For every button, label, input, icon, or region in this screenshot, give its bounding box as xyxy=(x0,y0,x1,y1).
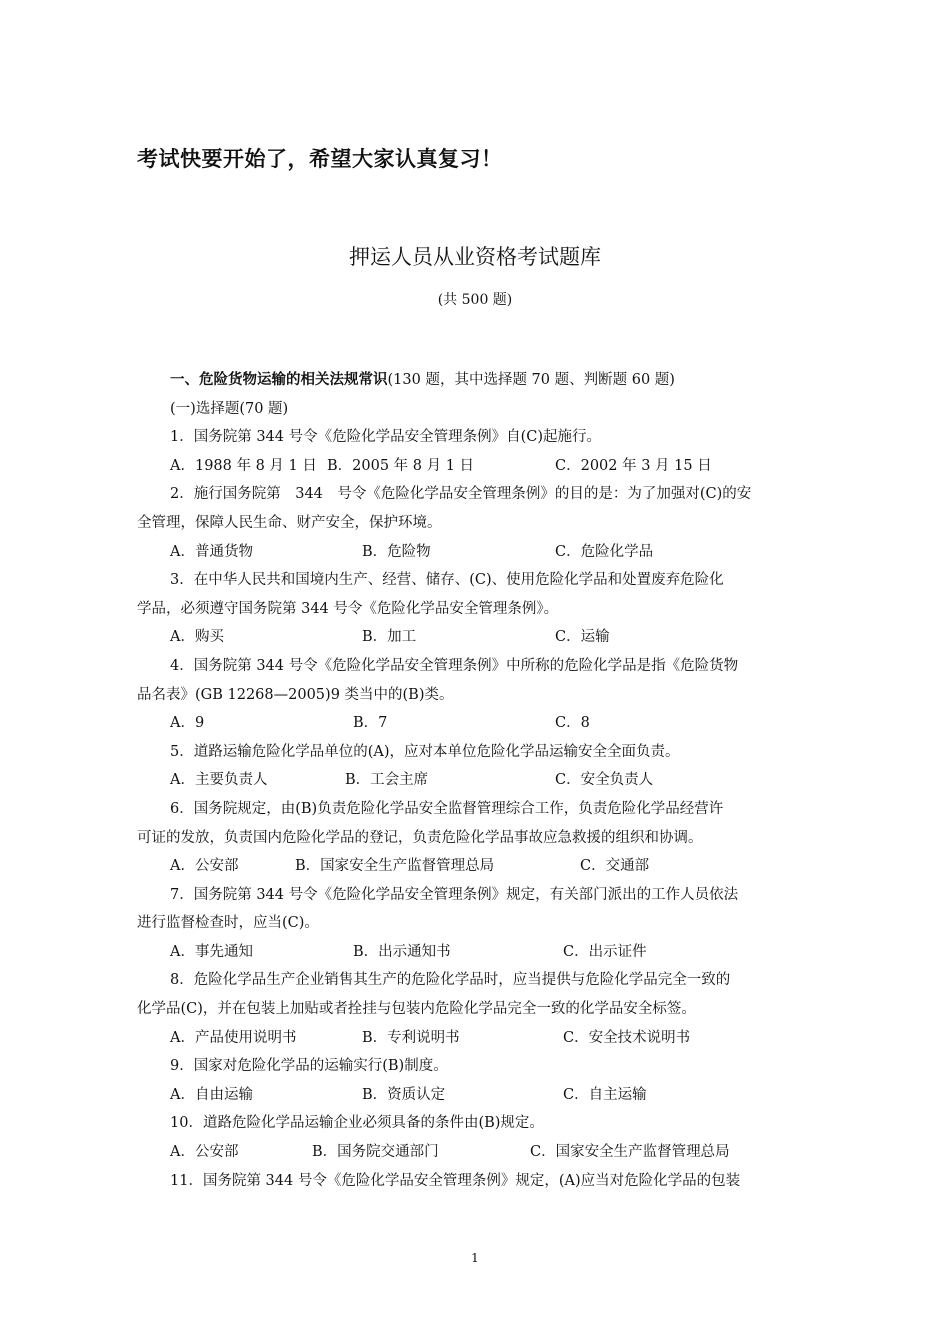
answer-option: C．2002 年 3 月 15 日 xyxy=(555,457,712,474)
document-title: 押运人员从业资格考试题库 xyxy=(349,245,601,269)
question-text-line: 进行监督检查时，应当(C)。 xyxy=(137,915,319,932)
answer-option: C．运输 xyxy=(555,629,610,646)
answer-option: C．国家安全生产监督管理总局 xyxy=(530,1144,730,1161)
question-text-line: 可证的发放，负责国内危险化学品的登记，负责危险化学品事故应急救援的组织和协调。 xyxy=(137,829,703,846)
answer-options-row xyxy=(137,1138,817,1167)
answer-option: B．国家安全生产监督管理总局 xyxy=(295,858,495,875)
document-subtitle: (共 500 题) xyxy=(437,292,513,308)
answer-options-row xyxy=(137,538,817,567)
answer-options-row xyxy=(137,623,817,652)
question-text-line: 9．国家对危险化学品的运输实行(B)制度。 xyxy=(170,1058,448,1075)
question-text-line: 5．道路运输危险化学品单位的(A)，应对本单位危险化学品运输安全全面负责。 xyxy=(170,743,680,760)
answer-option: B．危险物 xyxy=(362,543,431,560)
question-text-line: 6．国务院规定，由(B)负责危险化学品安全监督管理综合工作，负责危险化学品经营许 xyxy=(170,800,724,817)
page-number: 1 xyxy=(471,1251,479,1265)
answer-options-row xyxy=(137,938,817,967)
answer-option: C．交通部 xyxy=(580,858,650,875)
answer-option: B．工会主席 xyxy=(345,772,429,789)
answer-option: A．普通货物 xyxy=(170,543,253,560)
answer-option: A．1988 年 8 月 1 日 xyxy=(170,457,317,474)
answer-option: A．产品使用说明书 xyxy=(170,1029,297,1046)
question-text-line: 学品，必须遵守国务院第 344 号令《危险化学品安全管理条例》。 xyxy=(137,600,559,617)
question-text-line: 化学品(C)，并在包装上加贴或者拴挂与包装内危险化学品完全一致的化学品安全标签。 xyxy=(137,1001,696,1018)
answer-option: C．安全技术说明书 xyxy=(563,1029,691,1046)
answer-options-row xyxy=(137,766,817,795)
question-text-line: 11．国务院第 344 号令《危险化学品安全管理条例》规定，(A)应当对危险化学品的包装 xyxy=(170,1172,741,1189)
answer-option: A．公安部 xyxy=(170,1144,239,1161)
question-text-line: 8．危险化学品生产企业销售其生产的危险化学品时，应当提供与危险化学品完全一致的 xyxy=(170,972,731,989)
question-text-line: 全管理，保障人民生命、财产安全，保护环境。 xyxy=(137,514,442,531)
document-body xyxy=(137,366,817,1195)
answer-option: B．2005 年 8 月 1 日 xyxy=(327,457,475,474)
section-heading-bold: 一、危险货物运输的相关法规常识 xyxy=(170,372,388,388)
answer-option: A．自由运输 xyxy=(170,1086,253,1103)
question-text-line: 2．施行国务院第 344 号令《危险化学品安全管理条例》的目的是：为了加强对(C)的安 xyxy=(170,486,752,503)
answer-option: A．购买 xyxy=(170,629,224,646)
answer-options-row xyxy=(137,852,817,881)
answer-option: B．资质认定 xyxy=(362,1086,446,1103)
question-text-line: 4．国务院第 344 号令《危险化学品安全管理条例》中所称的危险化学品是指《危险货物 xyxy=(170,657,739,674)
answer-options-row xyxy=(137,1081,817,1110)
question-text-line: 7．国务院第 344 号令《危险化学品安全管理条例》规定，有关部门派出的工作人员依法 xyxy=(170,886,739,903)
question-text-line: 品名表》(GB 12268—2005)9 类当中的(B)类。 xyxy=(137,686,454,703)
answer-option: A．公安部 xyxy=(170,858,239,875)
question-text-line: 1．国务院第 344 号令《危险化学品安全管理条例》自(C)起施行。 xyxy=(170,429,602,446)
exam-notice: 考试快要开始了，希望大家认真复习！ xyxy=(137,147,503,171)
answer-option: C．危险化学品 xyxy=(555,543,654,560)
answer-option: B．国务院交通部门 xyxy=(312,1144,439,1161)
answer-option: C．出示证件 xyxy=(563,943,647,960)
answer-option: A．主要负责人 xyxy=(170,772,268,789)
answer-options-row xyxy=(137,1024,817,1053)
answer-option: B．7 xyxy=(353,715,388,732)
answer-option: B．加工 xyxy=(362,629,417,646)
answer-option: B．专利说明书 xyxy=(362,1029,460,1046)
question-list xyxy=(137,423,817,1195)
section-heading xyxy=(137,366,817,395)
answer-options-row xyxy=(137,452,817,481)
answer-option: C．自主运输 xyxy=(563,1086,647,1103)
question-text-line: 3．在中华人民共和国境内生产、经营、储存、(C)、使用危险化学品和处置废弃危险化 xyxy=(170,572,724,589)
answer-option: A．事先通知 xyxy=(170,943,253,960)
answer-option: C．8 xyxy=(555,715,590,732)
answer-options-row xyxy=(137,709,817,738)
question-text-line: 10．道路危险化学品运输企业必须具备的条件由(B)规定。 xyxy=(170,1115,544,1132)
answer-option: A．9 xyxy=(170,715,205,732)
answer-option: B．出示通知书 xyxy=(353,943,451,960)
section-heading-rest: (130 题，其中选择题 70 题、判断题 60 题) xyxy=(387,372,675,388)
answer-option: C．安全负责人 xyxy=(555,772,654,789)
subsection-heading: (一)选择题(70 题) xyxy=(170,400,289,417)
